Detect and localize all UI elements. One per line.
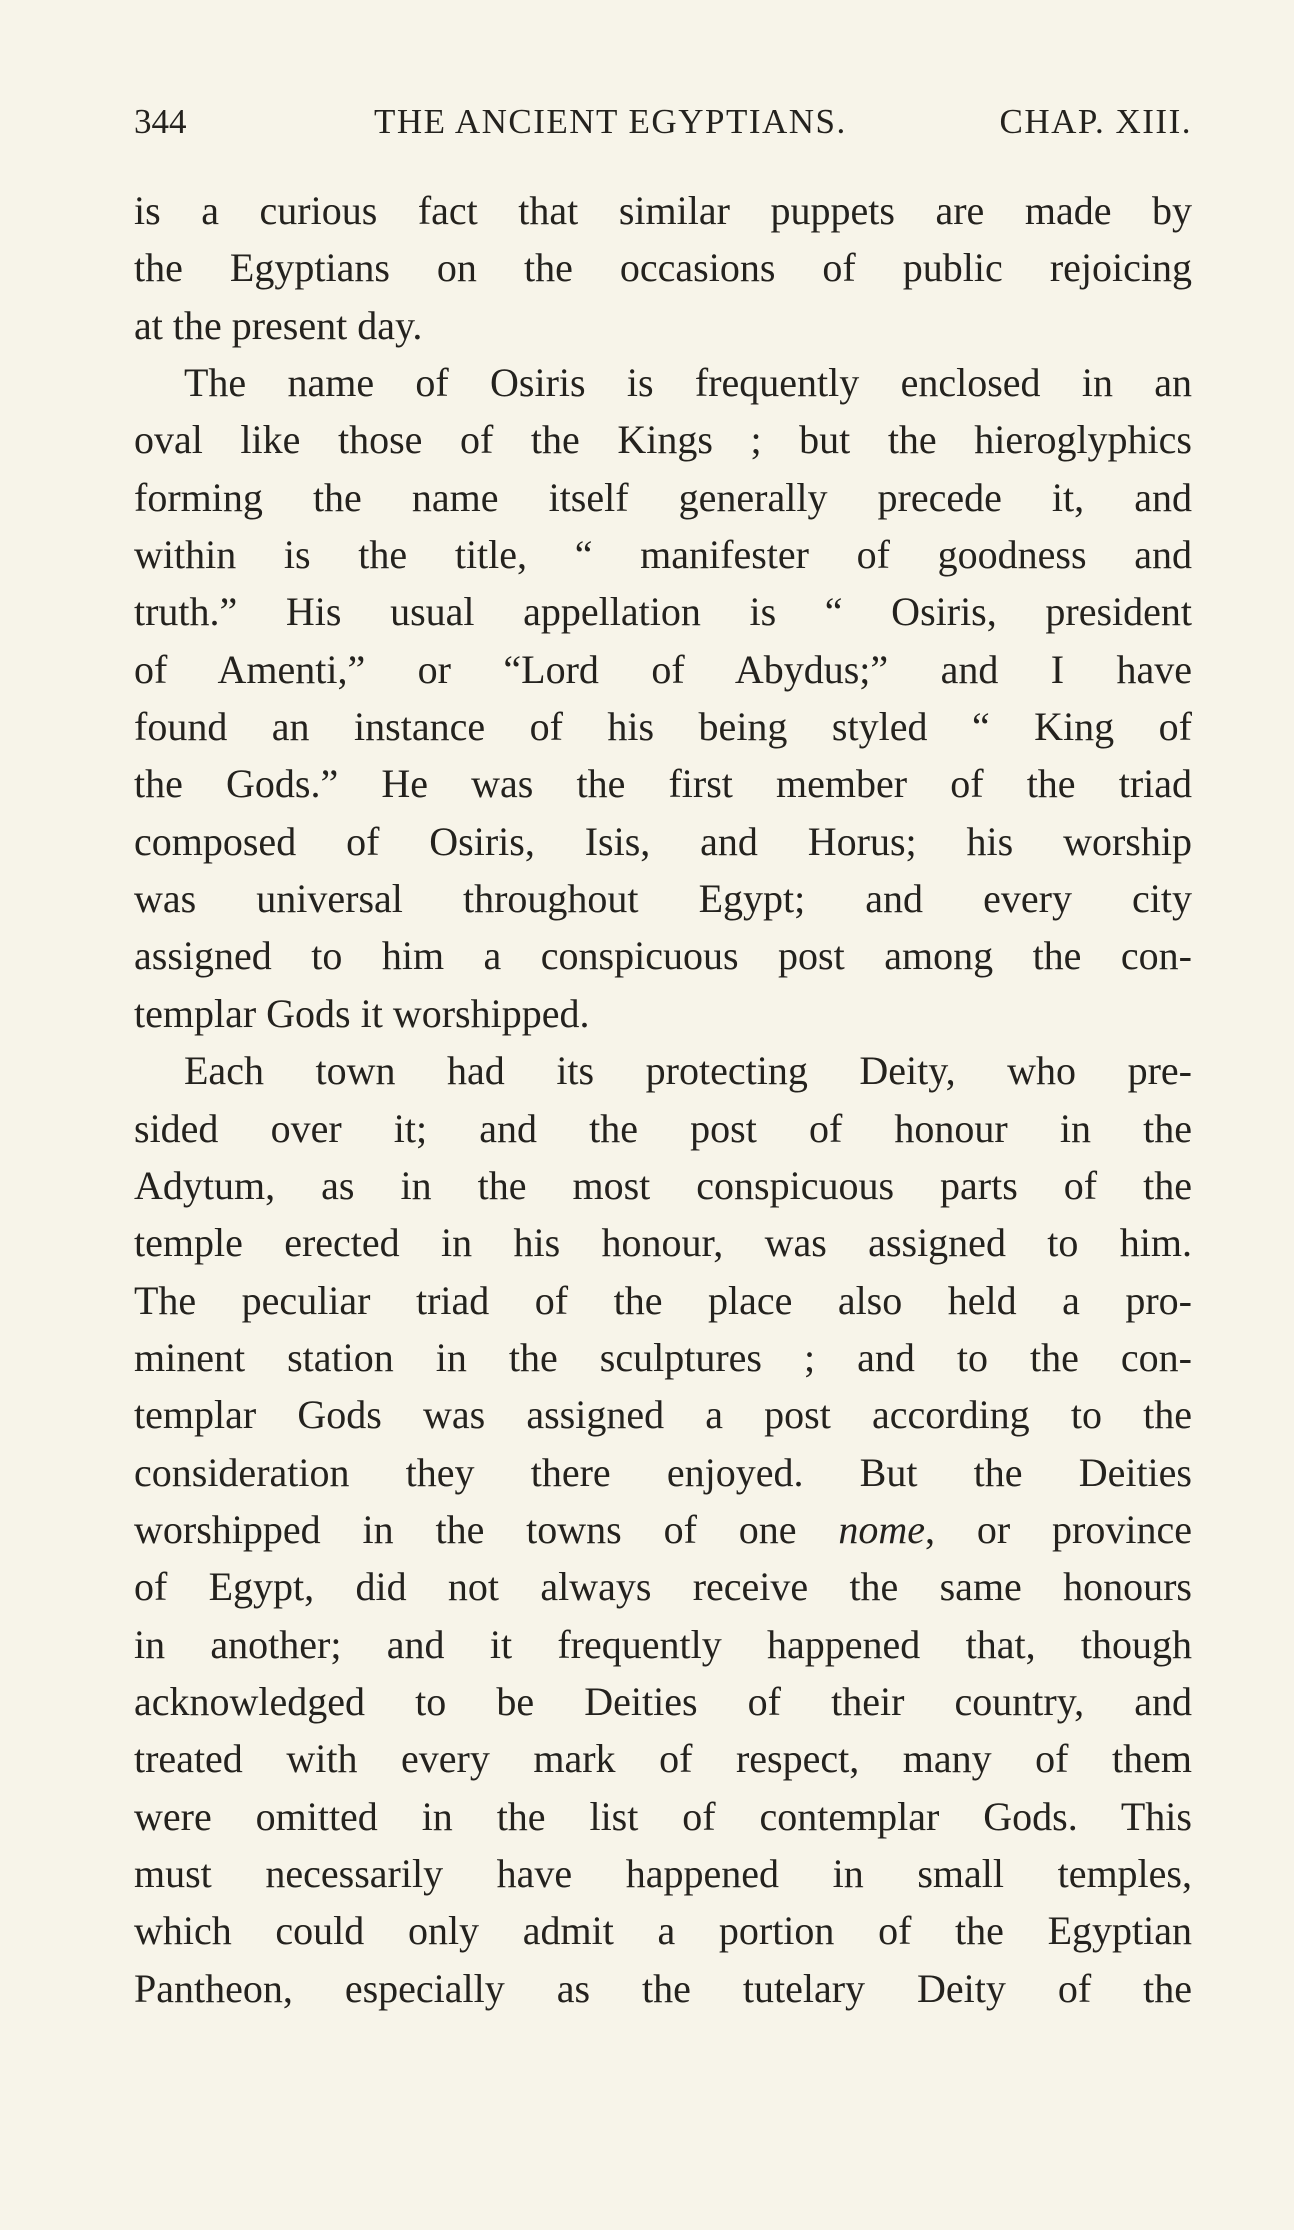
text-line: were omitted in the list of contemplar Gods. This: [134, 1793, 1192, 1839]
text-line: consideration they there enjoyed. But the Deities: [134, 1449, 1192, 1495]
text-line: templar Gods was assigned a post according to the: [134, 1392, 1192, 1438]
text-line: sided over it; and the post of honour in the: [134, 1105, 1192, 1151]
text-line: worshipped in the towns of one nome, or province: [134, 1506, 1192, 1552]
running-head: [134, 102, 1192, 152]
text-line: within is the title, “ manifester of goodness and: [134, 532, 1192, 578]
text-line: found an instance of his being styled “ King of: [134, 704, 1192, 750]
text-line: assigned to him a conspicuous post among the con-: [134, 933, 1192, 979]
text-line: the Gods.” He was the first member of the triad: [134, 761, 1192, 807]
text-line: treated with every mark of respect, many of them: [134, 1736, 1192, 1782]
text-line: Pantheon, especially as the tutelary Deity of the: [134, 1965, 1192, 2011]
text-line: composed of Osiris, Isis, and Horus; his worship: [134, 818, 1192, 864]
text-line: temple erected in his honour, was assigned to him.: [134, 1220, 1192, 1266]
text-line: The name of Osiris is frequently enclosed in an: [184, 360, 1192, 406]
text-line: which could only admit a portion of the Egyptian: [134, 1908, 1192, 1954]
text-line: Adytum, as in the most conspicuous parts of the: [134, 1162, 1192, 1208]
text-line: oval like those of the Kings ; but the hieroglyphics: [134, 417, 1192, 463]
text-line: is a curious fact that similar puppets are made by: [134, 188, 1192, 233]
text-line: templar Gods it worshipped.: [134, 990, 590, 1036]
book-title: THE ANCIENT EGYPTIANS.: [374, 102, 847, 141]
text-line: in another; and it frequently happened that, though: [134, 1621, 1192, 1667]
page-number: 344: [134, 102, 187, 141]
text-line: forming the name itself generally precede it, and: [134, 474, 1192, 520]
text-line: minent station in the sculptures ; and to the con-: [134, 1334, 1192, 1380]
text-line: must necessarily have happened in small temples,: [134, 1850, 1192, 1896]
text-line: truth.” His usual appellation is “ Osiris, president: [134, 589, 1192, 635]
text-line: the Egyptians on the occasions of public rejoicing: [134, 245, 1192, 291]
text-line: of Egypt, did not always receive the same honours: [134, 1564, 1192, 1610]
text-line: of Amenti,” or “Lord of Abydus;” and I have: [134, 646, 1192, 692]
text-line: The peculiar triad of the place also held a pro-: [134, 1277, 1192, 1323]
chapter-label: CHAP. XIII.: [999, 102, 1192, 141]
body-text: [134, 182, 1192, 2017]
text-line: was universal throughout Egypt; and every city: [134, 876, 1192, 922]
text-line: Each town had its protecting Deity, who pre-: [184, 1048, 1192, 1094]
text-line: at the present day.: [134, 302, 423, 348]
text-line: acknowledged to be Deities of their country, and: [134, 1678, 1192, 1724]
